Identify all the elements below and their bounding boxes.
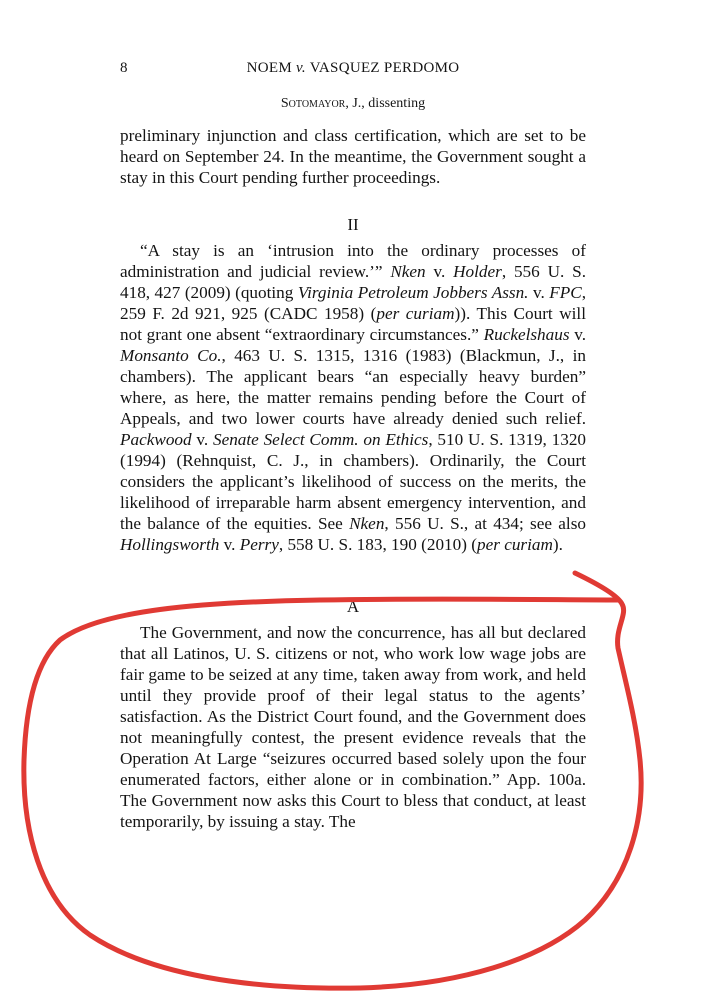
opinion-byline: Sotomayor, J., dissenting: [280, 96, 426, 111]
section-ii-paragraph: “A stay is an ‘intrusion into the ordinary processes of administration and judicial review.’” Nken v. Holder, 556 U. S. 418, 427 (2009) (quoting Virginia Petroleum Jobbers Assn. v. FPC, 259 F. 2d 921, 925 (CADC 1958) (per curiam)). This Court will not grant one absent “extraordinary circumstances.” Ruckelshaus v. Monsanto Co., 463 U. S. 1315, 1316 (1983) (Blackmun, J., in chambers). The applicant bears “an especially heavy burden” where, as here, the matter remains pending before the Court of Appeals, and two lower courts have already denied such relief. Packwood v. Senate Select Comm. on Ethics, 510 U. S. 1319, 1320 (1994) (Rehnquist, C. J., in chambers). Ordinarily, the Court considers the applicant’s likelihood of success on the merits, the likelihood of irreparable harm absent emergency intervention, and the balance of the equities. See Nken, 556 U. S., at 434; see also Hollingsworth v. Perry, 558 U. S. 183, 190 (2010) (per curiam).: [120, 241, 587, 554]
section-a-paragraph: The Government, and now the concurrence, has all but declared that all Latinos, U. S. citizens or not, who work low wage jobs are fair game to be seized at any time, taken away from work, and held until they provide proof of their legal status to the agents’ satisfaction. As the District Court found, and the Government does not meaningfully contest, the present evidence reveals that the Operation At Large “seizures occurred based solely upon the four enumerated factors, either alone or in combination.” App. 100a. The Government now asks this Court to bless that conduct, at least temporarily, by issuing a stay. The: [120, 623, 586, 831]
section-heading-a: A: [346, 597, 360, 616]
page-number: 8: [120, 60, 128, 76]
section-heading-ii: II: [347, 215, 359, 234]
case-title: NOEM v. VASQUEZ PERDOMO: [246, 60, 460, 76]
running-head: [120, 60, 586, 82]
intro-paragraph: preliminary injunction and class certification, which are set to be heard on September 24. In the meantime, the Government sought a stay in this Court pending further proceedings.: [120, 126, 586, 187]
